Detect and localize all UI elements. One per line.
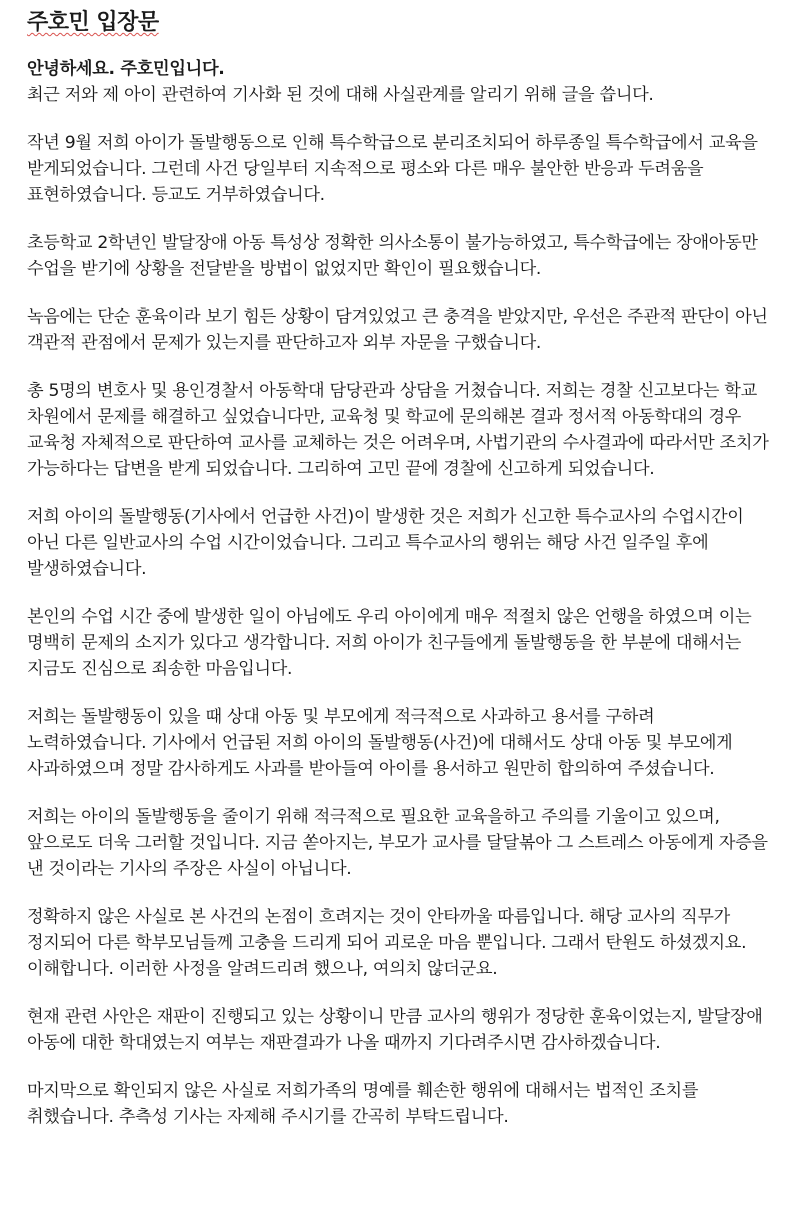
paragraph-6: 저희 아이의 돌발행동(기사에서 언급한 사건)이 발생한 것은 저희가 신고한 특수교사의 수업시간이 아닌 다른 일반교사의 수업 시간이었습니다. 그리고 특수교사의 행위는 해당 사건 일주일 후에 발생하였습니다. bbox=[27, 507, 744, 579]
document-title bbox=[27, 6, 778, 40]
paragraph-10: 정확하지 않은 사실로 본 사건의 논점이 흐려지는 것이 안타까울 따름입니다. 해당 교사의 직무가 정지되어 다른 학부모님들께 고충을 드리게 되어 괴로운 마음 뿐입니다. 그래서 탄원도 하셨겠지요. 이해합니다. 이러한 사정을 알려드리려 했으나, 여의치 않더군요. bbox=[27, 907, 747, 979]
greeting-line: 안녕하세요. 주호민입니다. bbox=[27, 59, 225, 79]
paragraph-2: 작년 9월 저희 아이가 돌발행동으로 인해 특수학급으로 분리조치되어 하루종일 특수학급에서 교육을 받게되었습니다. 그런데 사건 당일부터 지속적으로 평소와 다른 매우 불안한 반응과 두려움을 표현하였습니다. 등교도 거부하였습니다. bbox=[27, 133, 758, 205]
paragraph-4: 녹음에는 단순 훈육이라 보기 힘든 상황이 담겨있었고 큰 충격을 받았지만, 우선은 주관적 판단이 아닌 객관적 관점에서 문제가 있는지를 판단하고자 외부 자문을 구했습니다. bbox=[27, 307, 768, 353]
paragraph-5: 총 5명의 변호사 및 용인경찰서 아동학대 담당관과 상담을 거쳤습니다. 저희는 경찰 신고보다는 학교 차원에서 문제를 해결하고 싶었습니다만, 교육청 및 학교에 문의해본 결과 정서적 아동학대의 경우 교육청 자체적으로 판단하여 교사를 교체하는 것은 어려우며, 사법기관의 수사결과에 따라서만 조치가 가능하다는 답변을 받게 되었습니다. 그리하여 고민 끝에 경찰에 신고하게 되었습니다. bbox=[27, 381, 769, 479]
paragraph-3: 초등학교 2학년인 발달장애 아동 특성상 정확한 의사소통이 불가능하였고, 특수학급에는 장애아동만 수업을 받기에 상황을 전달받을 방법이 없었지만 확인이 필요했습니다. bbox=[27, 233, 758, 279]
paragraph-9: 저희는 아이의 돌발행동을 줄이기 위해 적극적으로 필요한 교육을하고 주의를 기울이고 있으며, 앞으로도 더욱 그러할 것입니다. 지금 쏟아지는, 부모가 교사를 달달볶아 그 스트레스 아동에게 자증을 낸 것이라는 기사의 주장은 사실이 아닙니다. bbox=[27, 807, 768, 879]
paragraph-7: 본인의 수업 시간 중에 발생한 일이 아님에도 우리 아이에게 매우 적절치 않은 언행을 하였으며 이는 명백히 문제의 소지가 있다고 생각합니다. 저희 아이가 친구들에게 돌발행동을 한 부분에 대해서는 지금도 진심으로 죄송한 마음입니다. bbox=[27, 607, 752, 679]
document-title-text: 주호민 입장문 bbox=[27, 10, 159, 35]
paragraph-12: 마지막으로 확인되지 않은 사실로 저희가족의 명예를 훼손한 행위에 대해서는 법적인 조치를 취했습니다. 추측성 기사는 자제해 주시기를 간곡히 부탁드립니다. bbox=[27, 1081, 699, 1127]
paragraph-11: 현재 관련 사안은 재판이 진행되고 있는 상황이니 만큼 교사의 행위가 정당한 훈육이었는지, 발달장애 아동에 대한 학대였는지 여부는 재판결과가 나올 때까지 기다려주시면 감사하겠습니다. bbox=[27, 1007, 763, 1053]
paragraph-1: 최근 저와 제 아이 관련하여 기사화 된 것에 대해 사실관계를 알리기 위해 글을 씁니다. bbox=[27, 85, 654, 105]
paragraph-8: 저희는 돌발행동이 있을 때 상대 아동 및 부모에게 적극적으로 사과하고 용서를 구하려 노력하였습니다. 기사에서 언급된 저희 아이의 돌발행동(사건)에 대해서도 상대 아동 및 부모에게 사과하였으며 정말 감사하게도 사과를 받아들여 아이를 용서하고 원만히 합의하여 주셨습니다. bbox=[27, 707, 733, 779]
